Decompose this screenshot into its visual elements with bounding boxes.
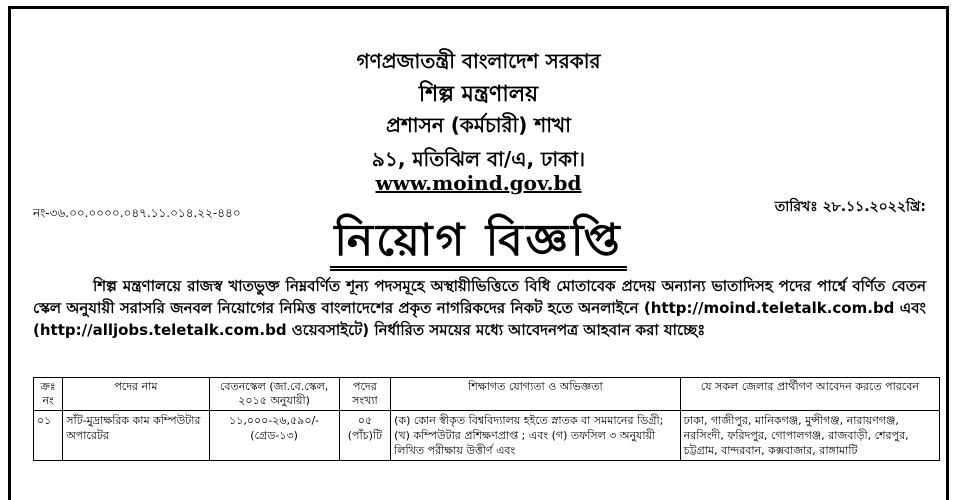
header-serial: ক্রঃ নং: [34, 378, 63, 411]
notice-date: তারিখঃ ২৮.১১.২০২২খ্রি:: [774, 199, 926, 215]
title-text: নিয়োগ বিজ্ঞপ্তি: [330, 215, 626, 271]
ministry-name: শিল্প মন্ত্রণালয়: [418, 82, 539, 107]
header-districts: যে সকল জেলার প্রার্থীগণ আবেদন করতে পারবেন: [680, 378, 939, 411]
cell-count: ০৫ (পাঁচ)টি: [339, 411, 390, 461]
paragraph-text: শিল্প মন্ত্রণালয়ে রাজস্ব খাতভুক্ত নিম্নবর্ণিত শূন্য পদসমূহে অস্থায়ীভিত্তিতে বিধি মোতাবেক প্রদেয় অন্যান্য ভাতাদিসহ পদের পার্শ্বে বর্ণিত বেতন স্কেল অনুযায়ী সরাসরি জনবল নিয়োগের নিমিত্ত বাংলাদেশের প্রকৃত নাগরিকদের নিকট হতে অনলাইনে (http://moind.teletalk.com.bd এবং (http://alljobs.teletalk.com.bd ওয়েবসাইটে) নির্ধারিত সময়ের মধ্যে আবেদনপত্র আহবান করা যাচ্ছেঃ: [33, 277, 926, 339]
notice-title: [11, 215, 946, 266]
notice-paragraph: [33, 275, 926, 341]
branch-name: প্রশাসন (কর্মচারী) শাখা: [386, 113, 571, 137]
header-scale: বেতনস্কেল (জা.বে.স্কেল, ২০১৫ অনুযায়ী): [209, 378, 339, 411]
table-header-row: [34, 378, 940, 411]
government-line: গণপ্রজাতন্ত্রী বাংলাদেশ সরকার: [356, 49, 601, 73]
header-count: পদের সংখ্যা: [339, 378, 390, 411]
notice-page: [8, 6, 949, 500]
posts-table: [33, 377, 940, 461]
cell-serial: ০১: [34, 411, 63, 461]
cell-scale: ১১,০০০-২৬,৫৯০/- (গ্রেড-১৩): [209, 411, 339, 461]
address: ৯১, মতিঝিল বা/এ, ঢাকা।: [371, 147, 586, 171]
memo-number: নং-৩৬.০০.০০০০.০৪৭.১১.০১৪.২২-৪৪০: [33, 206, 241, 220]
cell-districts: ঢাকা, গাজীপুর, মানিকগঞ্জ, মুন্সীগঞ্জ, নারায়ণগঞ্জ, নরসিংদী, ফরিদপুর, গোপালগঞ্জ, রাজবাড়ী, শেরপুর, চট্টগ্রাম, বান্দরবান, কক্সবাজার, রাঙ্গামাটি: [680, 411, 939, 461]
header-post: পদের নাম: [63, 378, 209, 411]
cell-qualification: (ক) কোন স্বীকৃত বিশ্ববিদ্যালয় হইতে স্নাতক বা সমমানের ডিগ্রী; (খ) কম্পিউটার প্রশিক্ষণপ্রাপ্ত ; এবং (গ) তফসিল ৩ অনুযায়ী লিখিত পরীক্ষায় উত্তীর্ণ এবং: [391, 411, 681, 461]
header-qualification: শিক্ষাগত যোগ্যতা ও অভিজ্ঞতা: [391, 378, 681, 411]
cell-post: সাঁট-মুদ্রাক্ষরিক কাম কম্পিউটার অপারেটর: [63, 411, 209, 461]
table-row: [34, 411, 940, 461]
website-link[interactable]: www.moind.gov.bd: [375, 171, 582, 195]
